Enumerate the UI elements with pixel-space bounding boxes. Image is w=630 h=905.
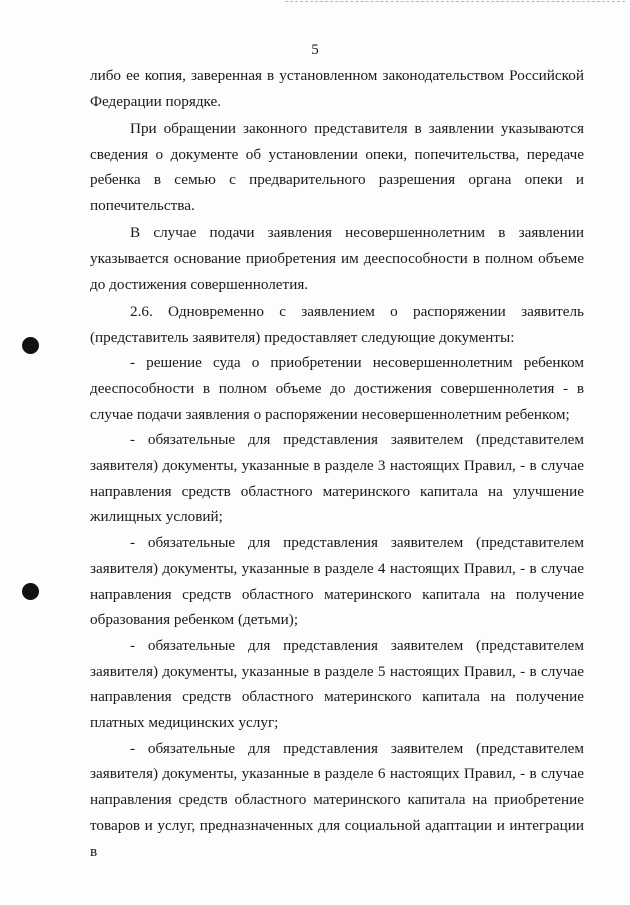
binder-punch-hole (22, 583, 39, 600)
list-item-section-6-documents: - обязательные для представления заявителем (представителем заявителя) документы, указанные в разделе 6 настоящих Правил, - в случае направления средств областного материнского капитала на приобретение товаров и услуг, предназначенных для социальной адаптации и интеграции в (90, 739, 584, 860)
list-item-section-5-documents: - обязательные для представления заявителем (представителем заявителя) документы, указанные в разделе 5 настоящих Правил, - в случае направления средств областного материнского капитала на получение платных медицинских услуг; (90, 636, 584, 732)
document-body (90, 63, 584, 864)
top-edge-rule (285, 1, 625, 3)
list-item-section-3-documents: - обязательные для представления заявителем (представителем заявителя) документы, указанные в разделе 3 настоящих Правил, - в случае направления средств областного материнского капитала на улучшение жилищных условий; (90, 431, 584, 526)
paragraph-legal-representative: При обращении законного представителя в заявлении указываются сведения о документе об установлении опеки, попечительства, передаче ребенка в семью с предварительного разрешения органа опеки и попечительства. (90, 119, 584, 215)
paragraph-continuation: либо ее копия, заверенная в установленном законодательством Российской Федерации порядке. (90, 67, 584, 110)
page-number: 5 (311, 42, 319, 58)
list-item-section-4-documents: - обязательные для представления заявителем (представителем заявителя) документы, указанные в разделе 4 настоящих Правил, - в случае направления средств областного материнского капитала на получение образования ребенком (детьми); (90, 534, 584, 629)
paragraph-minor-applicant: В случае подачи заявления несовершеннолетним в заявлении указывается основание приобретения им дееспособности в полном объеме до достижения совершеннолетия. (90, 224, 584, 293)
paragraph-section-2-6: 2.6. Одновременно с заявлением о распоряжении заявитель (представитель заявителя) предоставляет следующие документы: (90, 302, 584, 346)
binder-punch-hole (22, 337, 39, 354)
list-item-court-decision: - решение суда о приобретении несовершеннолетним ребенком дееспособности в полном объеме до достижения совершеннолетия - в случае подачи заявления о распоряжении несовершеннолетним ребенком; (90, 354, 584, 423)
